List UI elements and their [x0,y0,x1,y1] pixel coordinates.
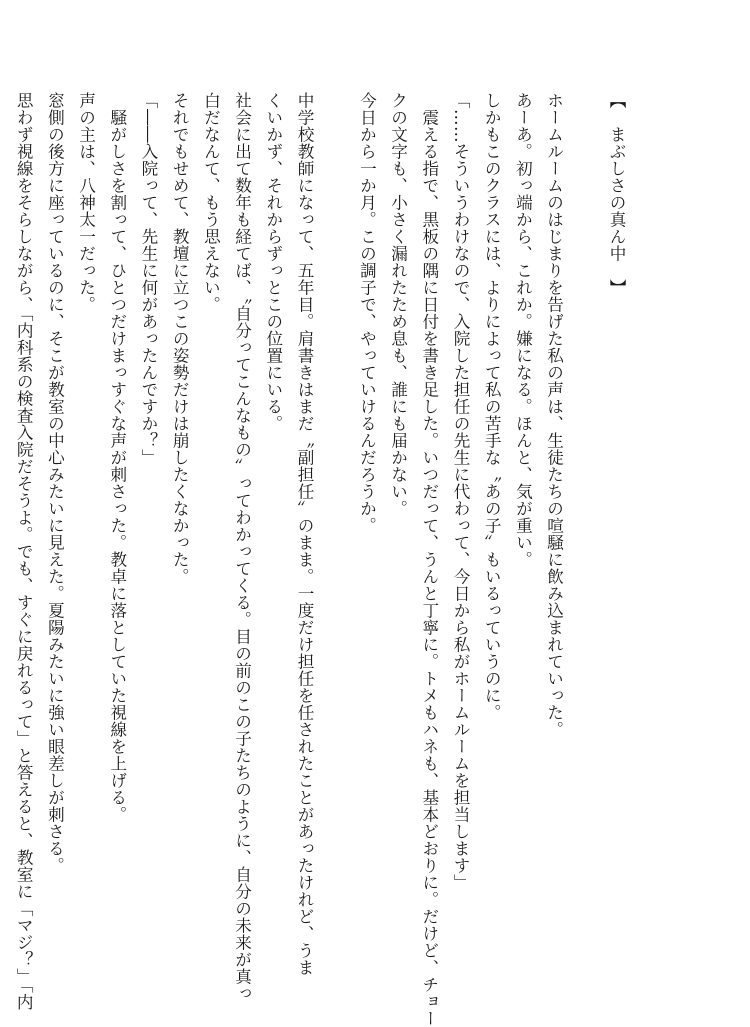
text-line: 声の主は、八神太一だった。 [76,92,96,313]
text-line: 「――入院って、先生に何があったんですか？」 [138,92,158,466]
text-line: 中学校教師になって、五年目。肩書きはまだ〝副担任〟のまま。一度だけ担任を任されたことがあったけれど、うま [295,92,314,976]
text-line: 窓側の後方に座っているのに、そこが教室の中心みたいに見えた。夏陽みたいに強い眼差しが刺さる。 [45,92,65,874]
text-line: クの文字も、小さく漏れたため息も、誰にも届かない。 [388,92,408,517]
text-line: 思わず視線をそらしながら、「内科系の検査入院だそうよ。でも、すぐに戻れるって」と答えると、教室に「マジ？」「内 [14,92,34,1011]
text-line: それでもせめて、教壇に立つこの姿勢だけは崩したくなかった。 [170,92,190,585]
text-line: 騒がしさを割って、ひとつだけまっすぐな声が刺さった。教卓に落としていた視線を上げる。 [107,92,127,823]
text-line: 震える指で、黒板の隅に日付を書き足した。いつだって、うんと丁寧に。トメもハネも、基本どおりに。だけど、チョー [419,92,439,1027]
chapter-title: 【 まぶしさの真ん中 】 [607,92,626,296]
text-line: くいかず、それからずっとこの位置にいる。 [263,92,283,432]
blank-line [570,92,601,952]
text-line: 社会に出て数年も経てば、〝自分ってこんなもの〟ってわかってくる。目の前のこの子たちのように、自分の未来が真っ [232,92,252,1002]
vertical-text-body [8,92,632,1027]
text-line: しかもこのクラスには、よりによって私の苦手な〝あの子〟もいるっていうのに。 [482,92,502,721]
text-line: 「……そういうわけなので、入院した担任の先生に代わって、今日から私がホームルームを担当します」 [451,92,470,891]
text-line: あーあ。初っ端から、これか。嫌になる。ほんと、気が重い。 [513,92,533,568]
text-line: 今日から一か月。この調子で、やっていけるんだろうか。 [357,92,377,534]
blank-line [320,92,351,952]
text-line: 白だなんて、もう思えない。 [201,92,221,313]
text-line: ホームルームのはじまりを告げた私の声は、生徒たちの喧騒に飲み込まれていった。 [544,92,564,738]
